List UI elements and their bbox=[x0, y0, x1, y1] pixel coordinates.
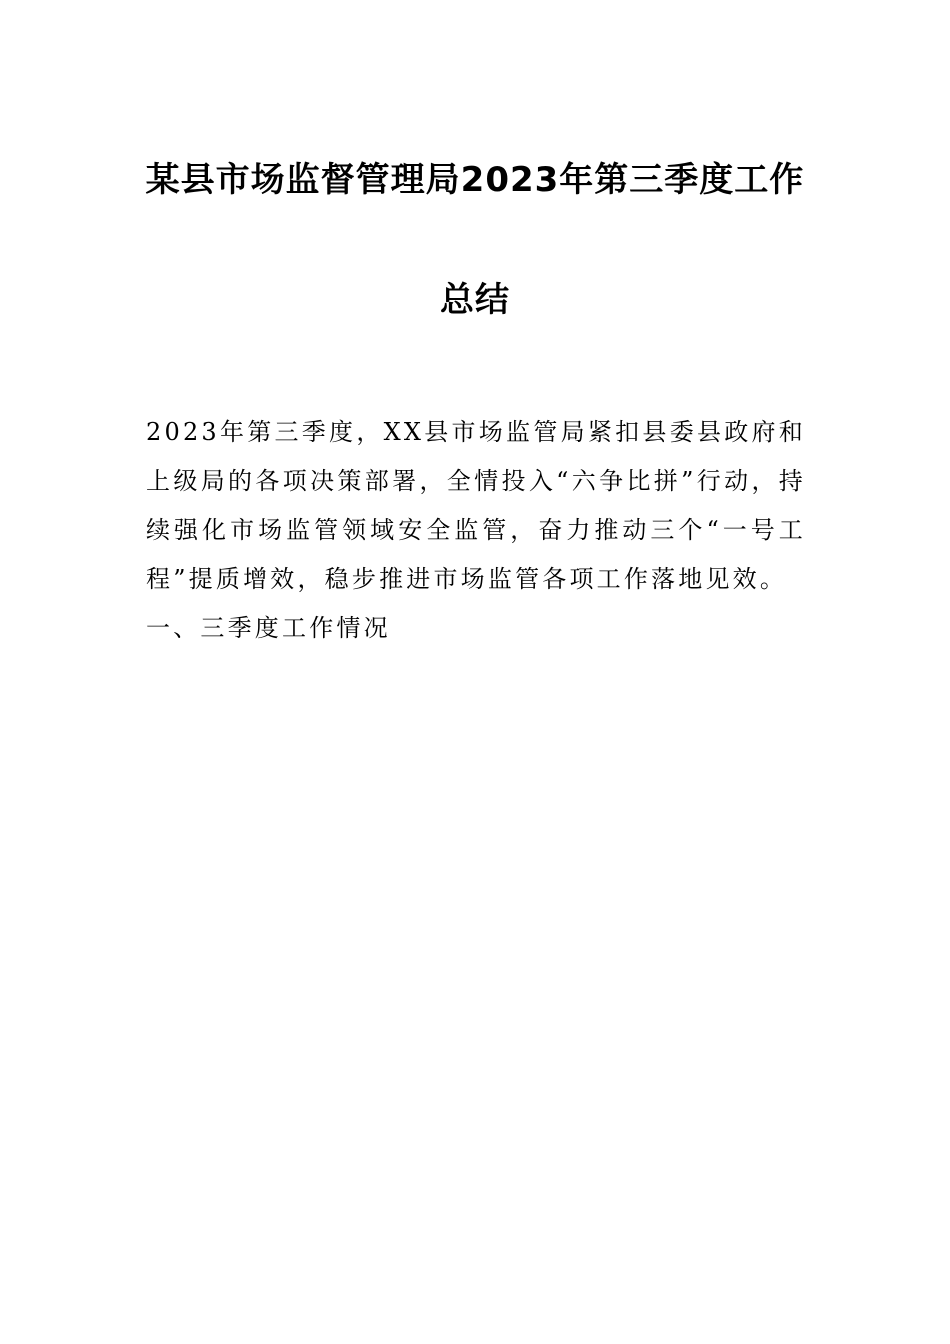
section-1-heading: 一、三季度工作情况 bbox=[146, 614, 391, 642]
intro-paragraph: 2023年第三季度，XX县市场监管局紧扣县委县政府和上级局的各项决策部署，全情投入“六争比拼”行动，持续强化市场监管领域安全监管，奋力推动三个“一号工程”提质增效，稳步推进市场监管各项工作落地见效。 bbox=[146, 418, 806, 593]
document-title-line-1: 某县市场监督管理局2023年第三季度工作 bbox=[145, 160, 805, 200]
document-title-line-2: 总结 bbox=[440, 280, 510, 320]
